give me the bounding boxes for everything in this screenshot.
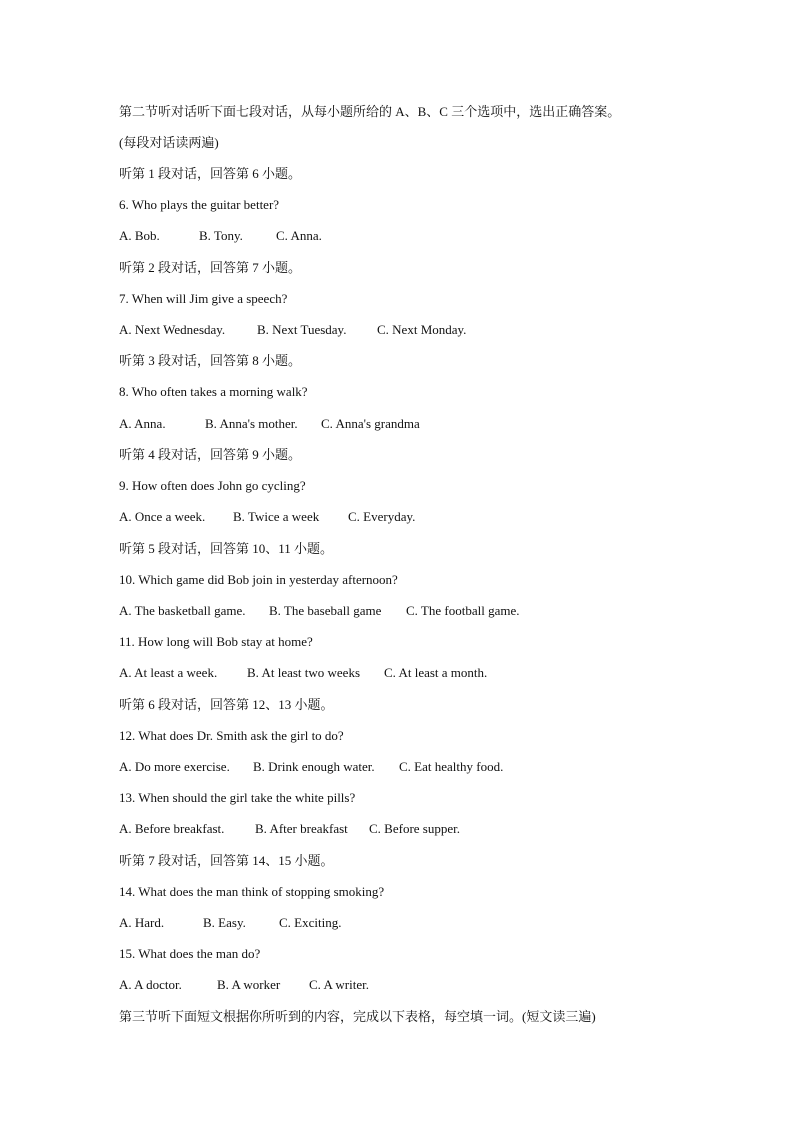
dialogue-intro: 听第 5 段对话，回答第 10、11 小题。 (119, 541, 334, 556)
option-c: C. Exciting. (279, 915, 342, 930)
option-a: A. At least a week. (119, 665, 218, 680)
section3-heading: 第三节听下面短文根据你所听到的内容，完成以下表格，每空填一词。(短文读三遍) (119, 1009, 596, 1024)
option-a: A. The basketball game. (119, 603, 246, 618)
option-c: C. Everyday. (348, 509, 416, 524)
option-b: B. Easy. (203, 915, 246, 930)
question: 15. What does the man do? (119, 946, 261, 961)
question: 13. When should the girl take the white pills? (119, 790, 356, 805)
option-c: C. Anna. (276, 228, 322, 243)
option-a: A. Once a week. (119, 509, 206, 524)
option-b: B. Drink enough water. (253, 759, 375, 774)
option-c: C. Eat healthy food. (399, 759, 504, 774)
question: 12. What does Dr. Smith ask the girl to do? (119, 728, 344, 743)
dialogue-intro: 听第 2 段对话，回答第 7 小题。 (119, 260, 302, 275)
question: 6. Who plays the guitar better? (119, 197, 280, 212)
dialogue-intro: 听第 1 段对话，回答第 6 小题。 (119, 166, 302, 181)
option-b: B. Twice a week (233, 509, 320, 524)
option-a: A. Bob. (119, 228, 160, 243)
dialogue-intro: 听第 4 段对话，回答第 9 小题。 (119, 447, 302, 462)
option-a: A. Before breakfast. (119, 821, 225, 836)
option-a: A. Next Wednesday. (119, 322, 226, 337)
option-b: B. At least two weeks (247, 665, 361, 680)
option-c: C. Next Monday. (377, 322, 467, 337)
question: 14. What does the man think of stopping smoking? (119, 884, 385, 899)
option-b: B. A worker (217, 977, 281, 992)
question: 8. Who often takes a morning walk? (119, 384, 308, 399)
option-b: B. Next Tuesday. (257, 322, 347, 337)
option-a: A. Hard. (119, 915, 165, 930)
option-a: A. A doctor. (119, 977, 182, 992)
question: 11. How long will Bob stay at home? (119, 634, 313, 649)
option-c: C. The football game. (406, 603, 520, 618)
option-c: C. Before supper. (369, 821, 460, 836)
question: 7. When will Jim give a speech? (119, 291, 288, 306)
option-c: C. At least a month. (384, 665, 488, 680)
option-c: C. Anna's grandma (321, 416, 420, 431)
dialogue-intro: 听第 3 段对话，回答第 8 小题。 (119, 353, 302, 368)
question: 10. Which game did Bob join in yesterday afternoon? (119, 572, 398, 587)
option-a: A. Do more exercise. (119, 759, 230, 774)
section2-heading: 第二节听对话听下面七段对话，从每小题所给的 A、B、C 三个选项中，选出正确答案。 (119, 104, 621, 119)
section2-note: (每段对话读两遍) (119, 135, 219, 150)
option-b: B. Anna's mother. (205, 416, 298, 431)
option-c: C. A writer. (309, 977, 369, 992)
option-b: B. The baseball game (269, 603, 382, 618)
option-b: B. Tony. (199, 228, 243, 243)
dialogue-intro: 听第 7 段对话，回答第 14、15 小题。 (119, 853, 334, 868)
question: 9. How often does John go cycling? (119, 478, 306, 493)
dialogue-intro: 听第 6 段对话，回答第 12、13 小题。 (119, 697, 334, 712)
option-b: B. After breakfast (255, 821, 348, 836)
option-a: A. Anna. (119, 416, 166, 431)
